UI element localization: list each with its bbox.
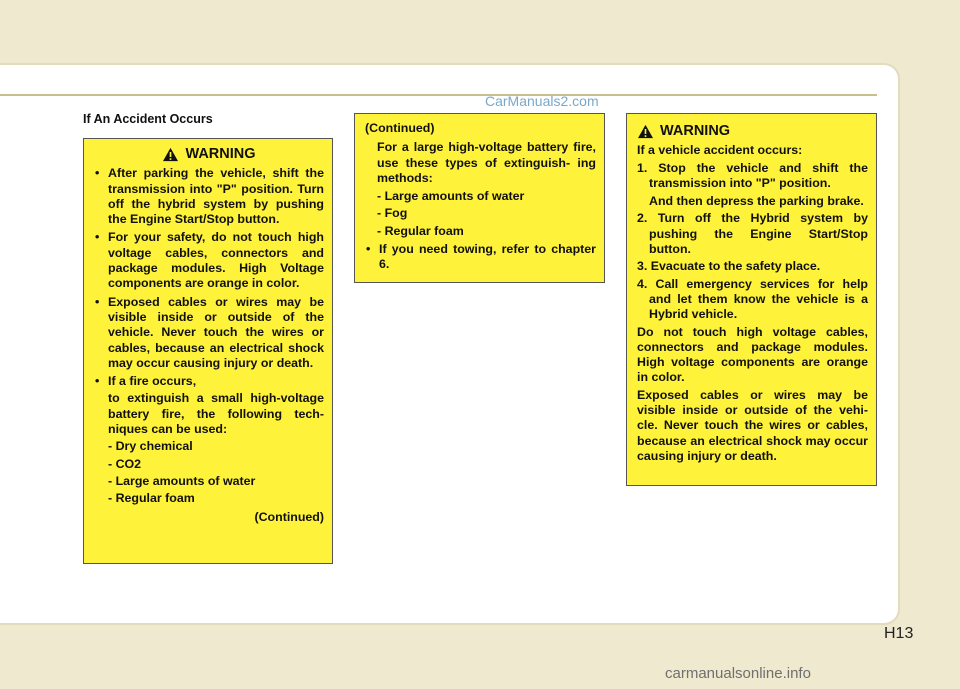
step-text: 1. Stop the vehicle and shift the transmission into "P" position. bbox=[637, 160, 868, 190]
method-item: - Dry chemical bbox=[108, 439, 193, 454]
step-text: 4. Call emergency services for help and let them know the vehicle is a Hybrid vehicle. bbox=[637, 276, 868, 322]
step-item bbox=[637, 277, 868, 323]
accident-intro: If a vehicle accident occurs: bbox=[637, 143, 803, 158]
exposed-cables-paragraph: Exposed cables or wires may be visible inside or outside of the vehi- cle. Never touch the wires or cables, because an electrical shock may occur causing injury or death. bbox=[637, 387, 868, 463]
warning-bullet: • After parking the vehicle, shift the transmission into "P" position. Turn off the hybrid system by pushing the Engine Start/Stop button. bbox=[94, 166, 324, 227]
high-voltage-paragraph: Do not touch high voltage cables, connectors and package modules. High voltage components are orange in color. bbox=[637, 324, 868, 385]
warning-triangle-icon bbox=[162, 147, 179, 162]
section-title: If An Accident Occurs bbox=[83, 112, 213, 126]
step-item bbox=[637, 259, 868, 274]
continued-label: (Continued) bbox=[365, 121, 435, 135]
warning-box-right bbox=[626, 113, 877, 486]
warning-box-left bbox=[83, 138, 333, 564]
method-item: - Fog bbox=[377, 206, 408, 221]
step-item bbox=[637, 161, 868, 210]
method-item: - Regular foam bbox=[108, 491, 195, 506]
warning-heading-text: WARNING bbox=[660, 123, 731, 139]
watermark-bottom[interactable]: carmanualsonline.info bbox=[665, 665, 811, 682]
step-continuation: And then depress the parking brake. bbox=[649, 194, 864, 209]
method-item: - CO2 bbox=[108, 456, 142, 471]
fire-lead: If a fire occurs, bbox=[108, 374, 197, 389]
fire-text: to extinguish a small high-voltage battery fire, the following tech- niques can be used: bbox=[108, 391, 324, 437]
warning-heading bbox=[637, 124, 868, 139]
watermark-top[interactable]: CarManuals2.com bbox=[485, 93, 599, 109]
warning-heading bbox=[94, 147, 324, 162]
warning-bullet-fire bbox=[94, 374, 324, 506]
continued-label: (Continued) bbox=[254, 509, 324, 524]
method-item: - Large amounts of water bbox=[108, 473, 256, 488]
large-fire-intro: For a large high-voltage battery fire, use these types of extinguish- ing methods: bbox=[377, 140, 596, 185]
step-item bbox=[637, 211, 868, 257]
method-item: - Large amounts of water bbox=[377, 189, 525, 204]
warning-bullet: • For your safety, do not touch high voltage cables, connectors and package modules. High Voltage components are orange in color. bbox=[94, 230, 324, 291]
warning-box-middle bbox=[354, 113, 605, 283]
warning-bullet: • Exposed cables or wires may be visible inside or outside of the vehicle. Never touch the wires or cables, because an electrical shock may occur causing injury or death. bbox=[94, 295, 324, 371]
step-text: 3. Evacuate to the safety place. bbox=[637, 259, 821, 274]
method-item: - Regular foam bbox=[377, 223, 464, 238]
warning-heading-text: WARNING bbox=[185, 146, 256, 162]
header-rule bbox=[0, 94, 877, 96]
page-number: H13 bbox=[884, 625, 914, 642]
step-text: 2. Turn off the Hybrid system by pushing the Engine Start/Stop button. bbox=[637, 211, 868, 257]
warning-triangle-icon bbox=[637, 124, 654, 139]
towing-bullet: • If you need towing, refer to chapter 6. bbox=[365, 242, 596, 273]
